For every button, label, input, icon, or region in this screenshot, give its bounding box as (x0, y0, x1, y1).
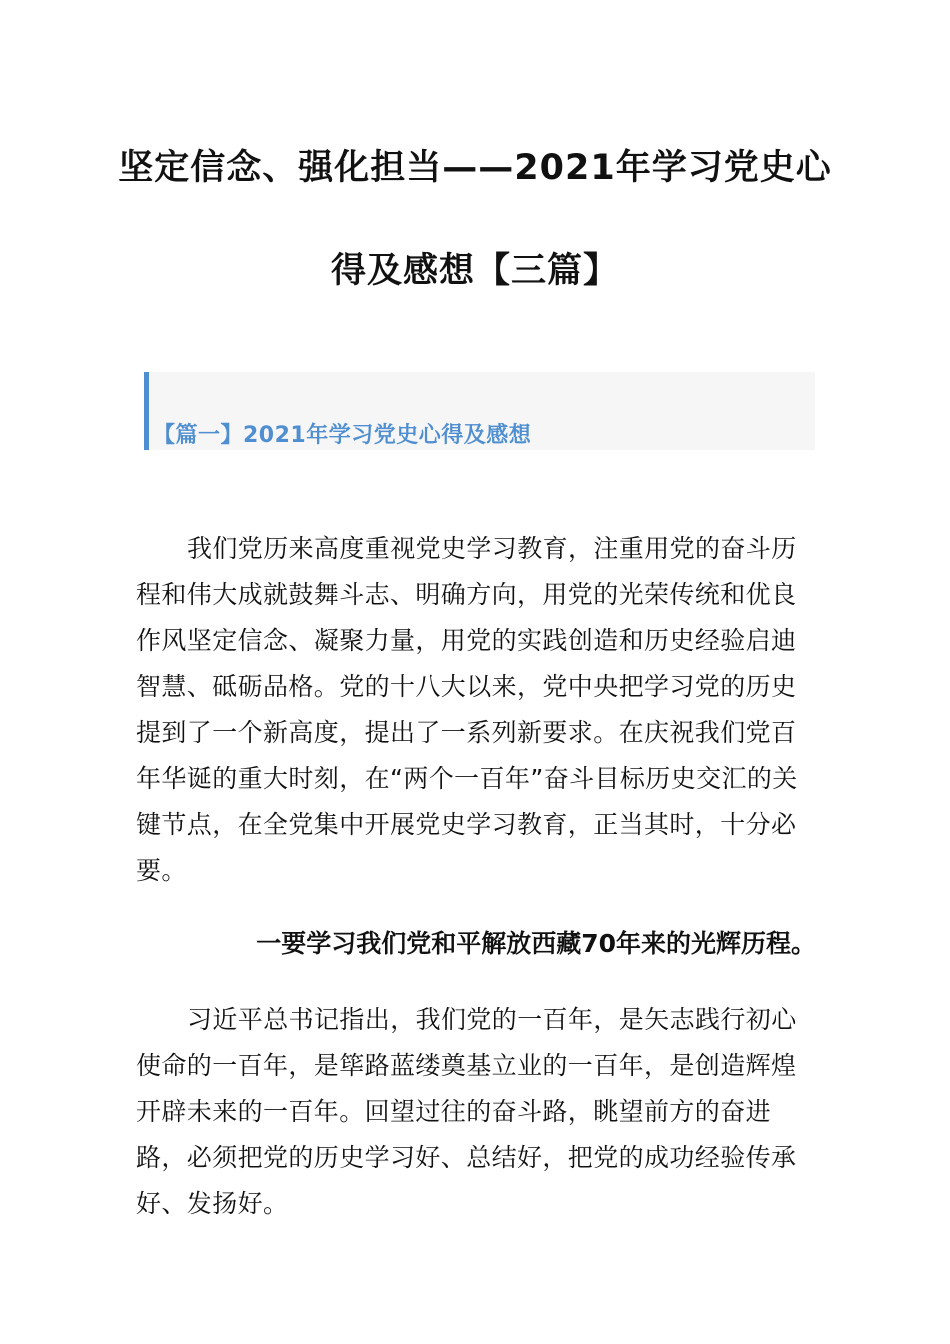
paragraph-line: 好、发扬好。 (136, 1189, 289, 1218)
paragraph-line: 路，必须把党的历史学习好、总结好，把党的成功经验传承 (136, 1143, 797, 1172)
paragraph-line: 程和伟大成就鼓舞斗志、明确方向，用党的光荣传统和优良 (136, 580, 797, 609)
paragraph-2 (136, 997, 816, 1227)
section-heading-box (144, 372, 815, 450)
paragraph-line: 使命的一百年，是筚路蓝缕奠基立业的一百年，是创造辉煌 (136, 1051, 797, 1080)
section-heading: 【篇一】2021年学习党史心得及感想 (153, 423, 532, 448)
paragraph-line: 作风坚定信念、凝聚力量，用党的实践创造和历史经验启迪 (136, 626, 797, 655)
paragraph-line: 提到了一个新高度，提出了一系列新要求。在庆祝我们党百 (136, 718, 797, 747)
paragraph-line: 年华诞的重大时刻，在“两个一百年”奋斗目标历史交汇的关 (136, 764, 798, 793)
paragraph-1 (136, 526, 816, 894)
paragraph-line: 开辟未来的一百年。回望过往的奋斗路，眺望前方的奋进 (136, 1097, 772, 1126)
document-title-line-1: 坚定信念、强化担当——2021年学习党史心 (118, 148, 832, 188)
paragraph-line: 键节点，在全党集中开展党史学习教育，正当其时，十分必 (136, 810, 797, 839)
paragraph-line: 要。 (136, 856, 187, 885)
document-title-line-2: 得及感想【三篇】 (330, 251, 619, 291)
paragraph-line: 习近平总书记指出，我们党的一百年，是矢志践行初心 (187, 1005, 797, 1034)
subheading: 一要学习我们党和平解放西藏70年来的光辉历程。 (256, 929, 816, 958)
paragraph-line: 我们党历来高度重视党史学习教育，注重用党的奋斗历 (187, 534, 797, 563)
paragraph-line: 智慧、砥砺品格。党的十八大以来，党中央把学习党的历史 (136, 672, 797, 701)
